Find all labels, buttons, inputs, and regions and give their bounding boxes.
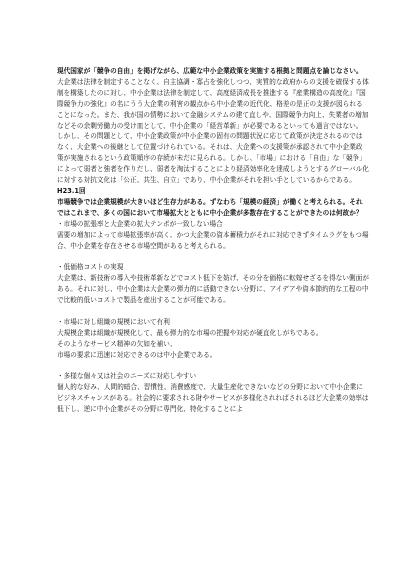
spacer [57,251,369,262]
q2-question: 市場競争では企業規模が大きいほど生存力がある。ずなわち「規模の経済」が働くと考えられる。それではこれまで、多くの国において市場拡大とともに中小企業が多数存在することができたのは何故か？ [57,197,363,217]
intro-question: 現代国家が「競争の自由」を掲げながら、広範な中小企業政策を実施する根拠と問題点を論じなさい。 [57,67,363,75]
year-label: H23.1回 [57,186,86,195]
s1-body: 需要の増加によって市場拡張率が高く、かつ大企業の資本蓄積力がそれに対応できずタイムラグをもつ場合、中小企業を存在させる市場空間があると考えられる。 [57,230,369,250]
s3-body-3: 市場の要求に迅速に対応できるのは中小企業である。 [57,350,217,359]
spacer [57,306,369,317]
s3-title: ・市場に対し組織の規模において有利 [57,317,170,326]
s3-body-1: 大規模企業は組織が規模化して、最も弾力的な市場の把握や対応が硬直化しがちである。 [57,328,323,337]
s1-title: ・市場の拡張率と大企業の拡大テンポが一致しない場合 [57,219,223,228]
s2-title: ・低価格コストの実現 [57,263,124,272]
s3-body-2: そのようなサービス精神の欠如を補い、 [57,339,177,348]
intro-answer: 大企業は法律を制定することなく、自主協調・寡占を強化しつつ、実質的な政府からの支援を確保する体制を構築したのに対し、中小企業は法律を制定して、高度経済成長を推進する『産業構造の高度化』『国際競争力の強化』の名にうう大企業の利害の観点から中小企業の近代化、格差の是正の支援が図られることになった。また、我が国の情勢において金融システムの建て直しや、国際競争力向上、失業者の増加などその余剰労働力の受け皿として、中小企業の「経営革新」が必要であるといっても過言ではない。しかし、その問題として、中小企業政策が中小企業の固有の問題状況に応じて政策が決定されるのではなく、大企業への後継として位置づけられている。それは、大企業への支援策が承認されて中小企業政策が実施されるという政策順序の存続が未だに見られる。しかし、「市場」における「自由」な「競争」によって弱者と強者を作りだし、弱者を淘汰することにより経済効率化を達成しようとするグローバル化に対する対抗文化は「公正、共生、自立」であり、中小企業がそれを担い手としているからである。 [57,77,369,185]
document-page [57,66,369,415]
s2-body: 大企業は、新技術の導入や技術革新などでコスト低下を妨げ、その分を価格に転嫁せざるを得ない側面がある。それに対し、中小企業は大企業の弾力的に活動できない分野に、アイデアや資本節約的な工程の中で比較的低いコストで製品を産出することが可能である。 [57,274,369,305]
s4-title: ・多様な個々又は社会のニーズに対応しやすい [57,372,197,381]
s4-body: 個人的な好み、人間的暗合、習慣性、消費感度で、大量生産化できないなどの分野において中小企業にビジネスチャンスがある。社会的に要求される財やサービスが多様化されればされるほど大企業の効率は低下し、逆に中小企業がその分野に専門化、特化することによ [57,383,369,414]
spacer [57,360,369,371]
